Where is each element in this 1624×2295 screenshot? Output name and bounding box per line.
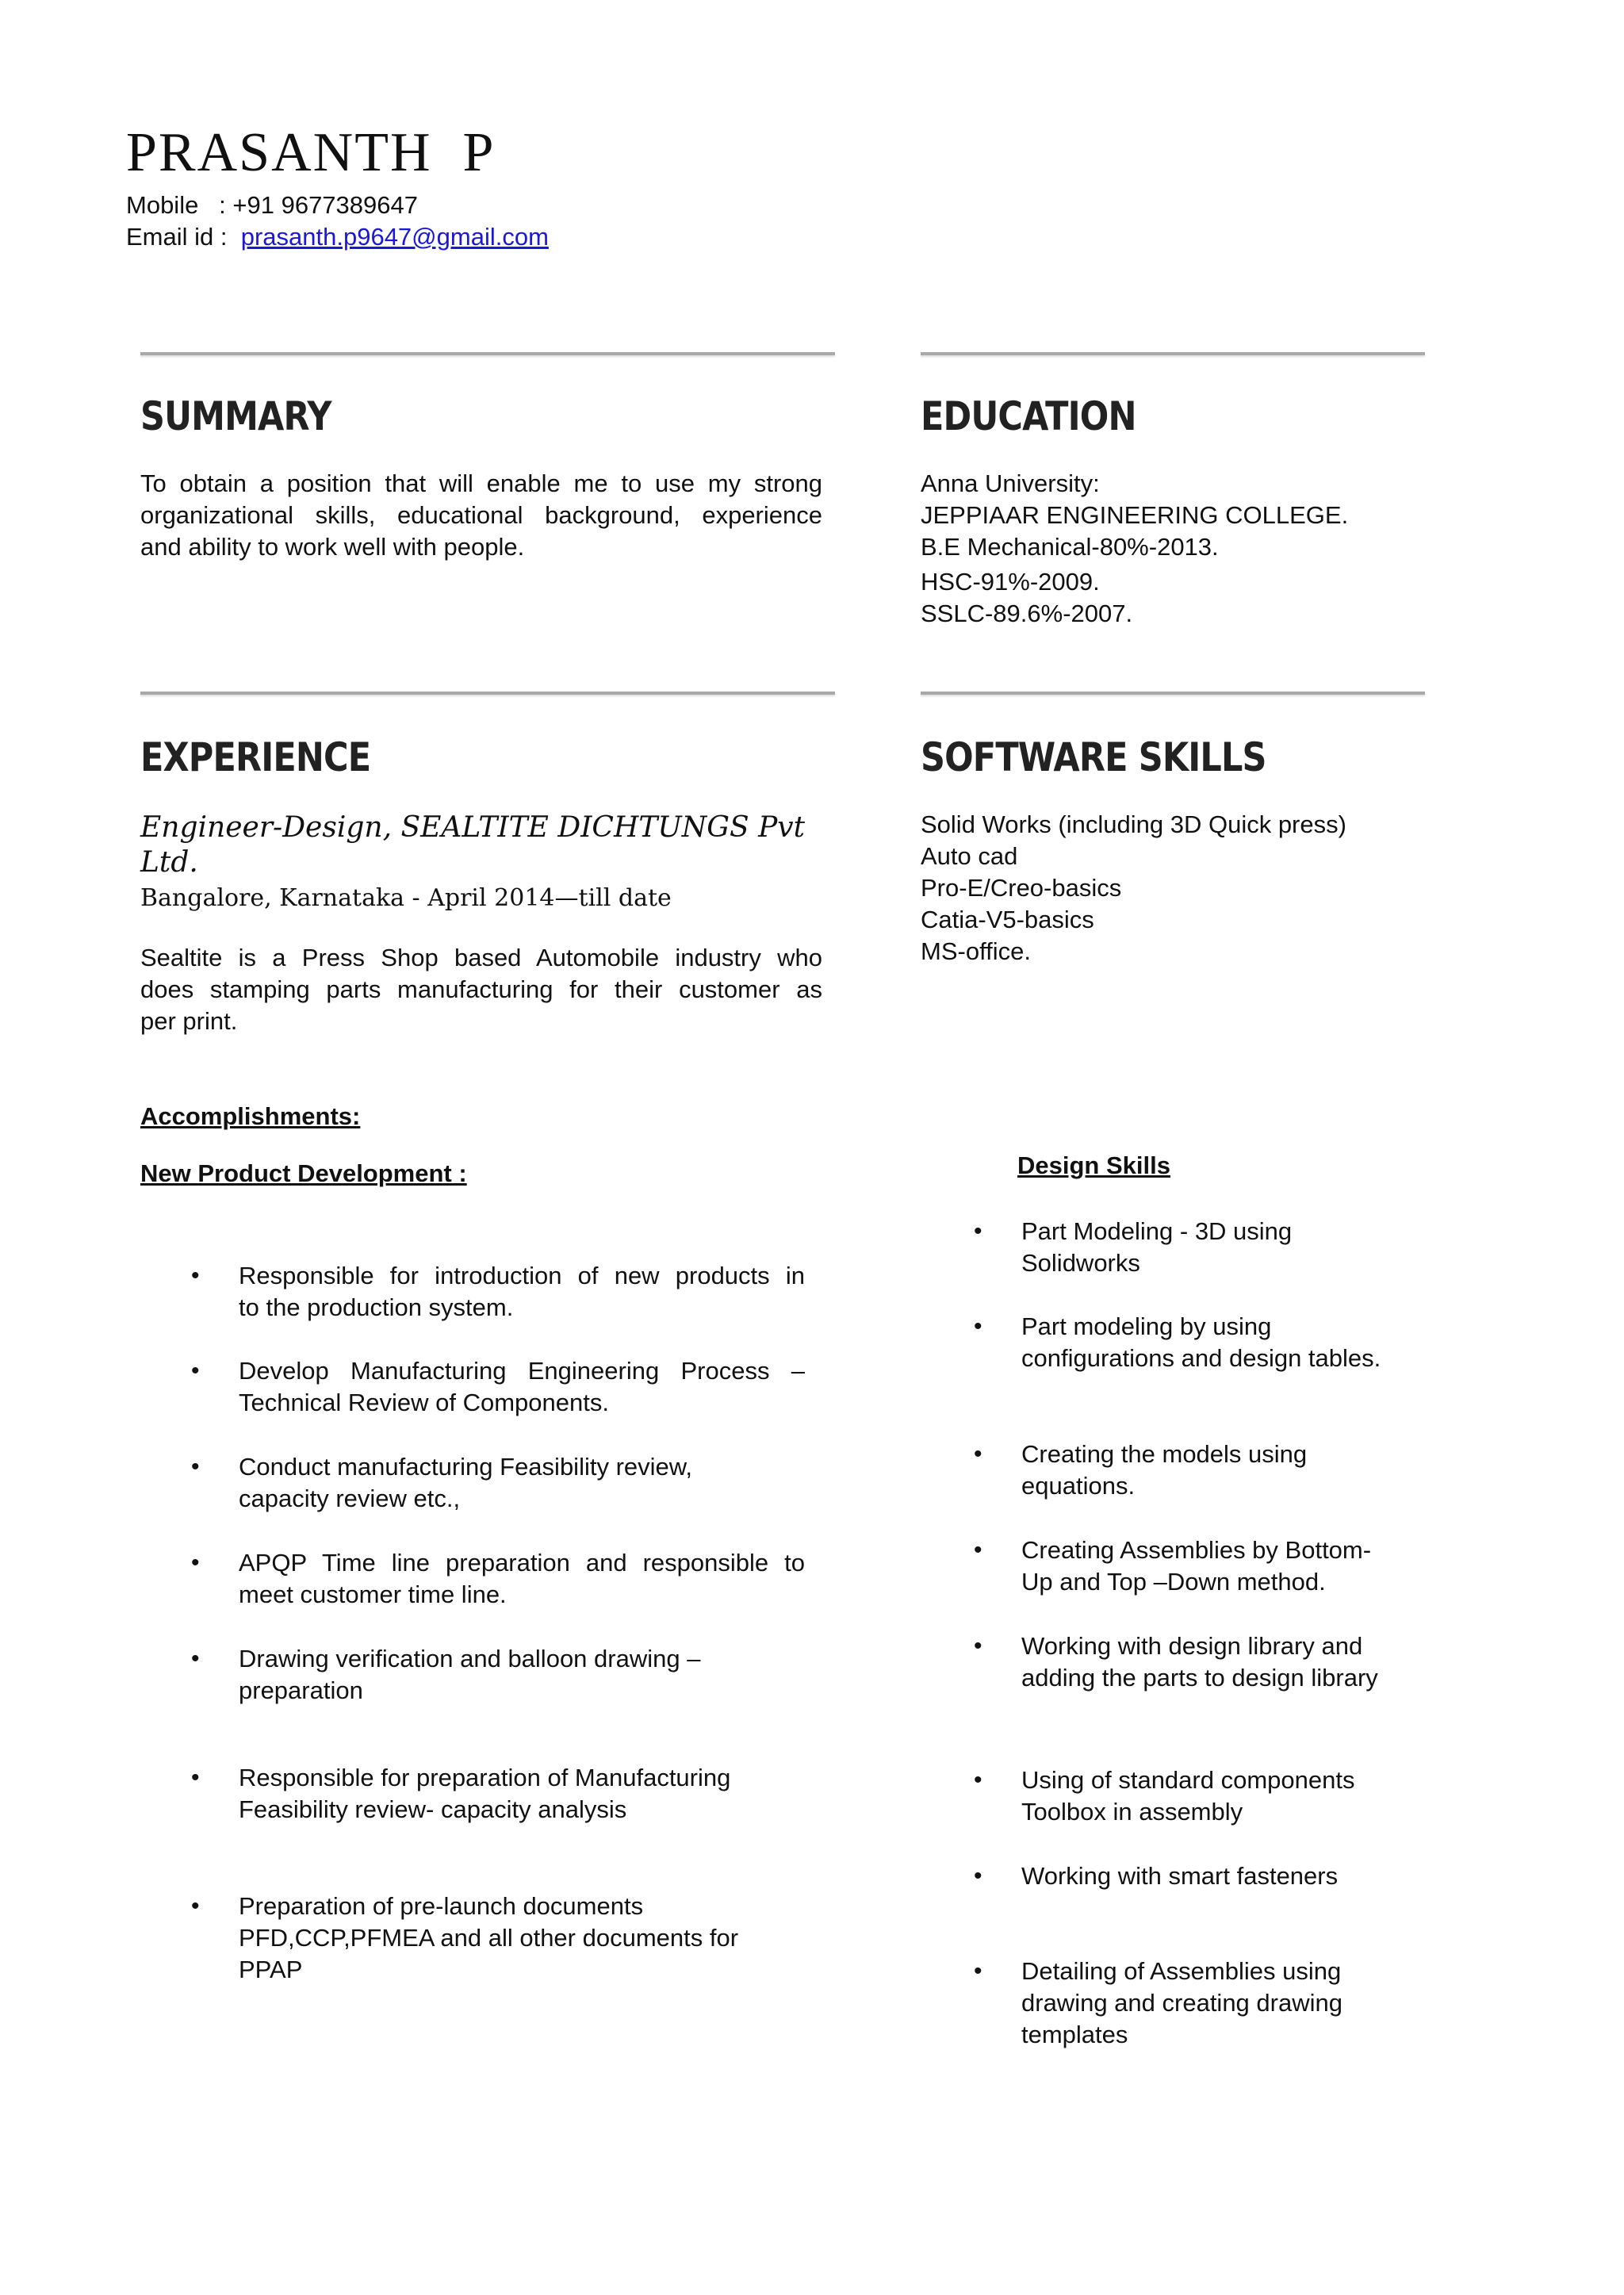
bullet-icon: • bbox=[191, 1454, 200, 1480]
item-line: Part Modeling - 3D using bbox=[1021, 1217, 1293, 1245]
bullet-icon: • bbox=[974, 1633, 982, 1659]
education-heading: EDUCATION bbox=[921, 393, 1136, 439]
item-line: Drawing verification and balloon drawing – bbox=[239, 1645, 701, 1672]
bullet-icon: • bbox=[191, 1764, 200, 1791]
item-line: Part modeling by using bbox=[1021, 1312, 1272, 1340]
item-line: PFD,CCP,PFMEA and all other documents for bbox=[239, 1924, 739, 1952]
software-skill-item: Solid Works (including 3D Quick press) bbox=[921, 810, 1346, 838]
bullet-icon: • bbox=[191, 1893, 200, 1919]
item-line: Creating Assemblies by Bottom- bbox=[1021, 1536, 1372, 1564]
email-link[interactable]: prasanth.p9647@gmail.com bbox=[240, 223, 549, 251]
description-line: does stamping parts manufacturing for their customer as bbox=[140, 975, 822, 1003]
section-divider bbox=[921, 692, 1425, 695]
item-line: Solidworks bbox=[1021, 1249, 1140, 1277]
description-line: per print. bbox=[140, 1007, 238, 1035]
item-line: Preparation of pre-launch documents bbox=[239, 1892, 644, 1920]
accomplishment-item bbox=[191, 1260, 805, 1324]
item-line: Working with smart fasteners bbox=[1021, 1862, 1339, 1890]
item-line: Technical Review of Components. bbox=[239, 1389, 609, 1416]
bullet-icon: • bbox=[974, 1441, 982, 1467]
experience-description bbox=[140, 942, 822, 1037]
design-skill-item bbox=[974, 1956, 1342, 2051]
design-skill-item bbox=[974, 1860, 1339, 1892]
bullet-icon: • bbox=[974, 1863, 982, 1889]
description-line: Sealtite is a Press Shop based Automobile industry who bbox=[140, 944, 822, 971]
item-line: configurations and design tables. bbox=[1021, 1344, 1381, 1372]
design-skill-item bbox=[974, 1630, 1378, 1694]
item-line: APQP Time line preparation and responsible to bbox=[239, 1549, 805, 1577]
education-text bbox=[921, 468, 1348, 630]
software-skill-item: Auto cad bbox=[921, 842, 1018, 870]
bullet-icon: • bbox=[974, 1313, 982, 1339]
education-line: B.E Mechanical-80%-2013. bbox=[921, 533, 1219, 561]
section-divider bbox=[140, 692, 835, 695]
email-line bbox=[126, 222, 549, 251]
software-skills-list bbox=[921, 809, 1346, 967]
education-line: HSC-91%-2009. bbox=[921, 568, 1100, 596]
design-skill-item bbox=[974, 1439, 1308, 1502]
summary-text bbox=[140, 468, 822, 563]
email-label: Email id : bbox=[126, 223, 241, 251]
item-line: Creating the models using bbox=[1021, 1440, 1308, 1468]
item-line: preparation bbox=[239, 1676, 363, 1704]
software-skill-item: Catia-V5-basics bbox=[921, 906, 1094, 933]
accomplishment-item bbox=[191, 1451, 805, 1515]
bullet-icon: • bbox=[191, 1262, 200, 1289]
accomplishments-heading: Accomplishments: bbox=[140, 1102, 361, 1130]
software-skill-item: MS-office. bbox=[921, 937, 1031, 965]
item-line: Detailing of Assemblies using bbox=[1021, 1957, 1342, 1985]
design-skill-item bbox=[974, 1216, 1293, 1279]
item-line: adding the parts to design library bbox=[1021, 1664, 1378, 1692]
item-line: to the production system. bbox=[239, 1293, 514, 1321]
candidate-name: PRASANTH P bbox=[126, 122, 496, 183]
design-skills-heading: Design Skills bbox=[1017, 1151, 1170, 1179]
experience-heading: EXPERIENCE bbox=[140, 734, 371, 780]
education-line: Anna University: bbox=[921, 469, 1100, 497]
item-line: Conduct manufacturing Feasibility review, bbox=[239, 1453, 693, 1481]
accomplishment-item bbox=[191, 1762, 805, 1826]
design-skill-item bbox=[974, 1764, 1355, 1828]
item-line: PPAP bbox=[239, 1956, 303, 1983]
item-line: capacity review etc., bbox=[239, 1485, 461, 1512]
summary-line: and ability to work well with people. bbox=[140, 533, 525, 561]
design-skill-item bbox=[974, 1534, 1372, 1598]
item-line: drawing and creating drawing bbox=[1021, 1989, 1342, 2017]
bullet-icon: • bbox=[191, 1550, 200, 1576]
item-line: Toolbox in assembly bbox=[1021, 1798, 1243, 1826]
summary-heading: SUMMARY bbox=[140, 393, 331, 439]
accomplishment-item bbox=[191, 1355, 805, 1419]
education-line: SSLC-89.6%-2007. bbox=[921, 600, 1133, 627]
bullet-icon: • bbox=[191, 1358, 200, 1384]
job-location-dates: Bangalore, Karnataka - April 2014—till date bbox=[140, 884, 672, 912]
bullet-icon: • bbox=[974, 1218, 982, 1244]
item-line: Responsible for introduction of new products in bbox=[239, 1262, 805, 1289]
section-divider bbox=[140, 352, 835, 355]
accomplishment-item bbox=[191, 1643, 805, 1707]
job-title-line: Ltd. bbox=[140, 846, 198, 879]
item-line: templates bbox=[1021, 2021, 1128, 2048]
software-skills-heading: SOFTWARE SKILLS bbox=[921, 734, 1266, 780]
summary-line: organizational skills, educational background, experience bbox=[140, 501, 822, 529]
accomplishment-item bbox=[191, 1891, 805, 1986]
section-divider bbox=[921, 352, 1425, 355]
item-line: Using of standard components bbox=[1021, 1766, 1355, 1794]
item-line: equations. bbox=[1021, 1472, 1136, 1500]
item-line: Up and Top –Down method. bbox=[1021, 1568, 1326, 1596]
mobile-line: Mobile : +91 9677389647 bbox=[126, 191, 418, 219]
summary-line: To obtain a position that will enable me to use my strong bbox=[140, 469, 822, 497]
new-product-development-heading: New Product Development : bbox=[140, 1159, 467, 1187]
bullet-icon: • bbox=[191, 1646, 200, 1672]
bullet-icon: • bbox=[974, 1767, 982, 1793]
job-title bbox=[140, 810, 805, 880]
item-line: Feasibility review- capacity analysis bbox=[239, 1795, 627, 1823]
job-title-line: Engineer-Design, SEALTITE DICHTUNGS Pvt bbox=[140, 811, 806, 844]
bullet-icon: • bbox=[974, 1537, 982, 1563]
software-skill-item: Pro-E/Creo-basics bbox=[921, 874, 1122, 902]
item-line: Working with design library and bbox=[1021, 1632, 1363, 1660]
item-line: Responsible for preparation of Manufacturing bbox=[239, 1764, 731, 1791]
education-line: JEPPIAAR ENGINEERING COLLEGE. bbox=[921, 501, 1349, 529]
design-skill-item bbox=[974, 1311, 1381, 1374]
accomplishment-item bbox=[191, 1547, 805, 1611]
item-line: Develop Manufacturing Engineering Process – bbox=[239, 1357, 805, 1385]
bullet-icon: • bbox=[974, 1958, 982, 1984]
item-line: meet customer time line. bbox=[239, 1580, 507, 1608]
